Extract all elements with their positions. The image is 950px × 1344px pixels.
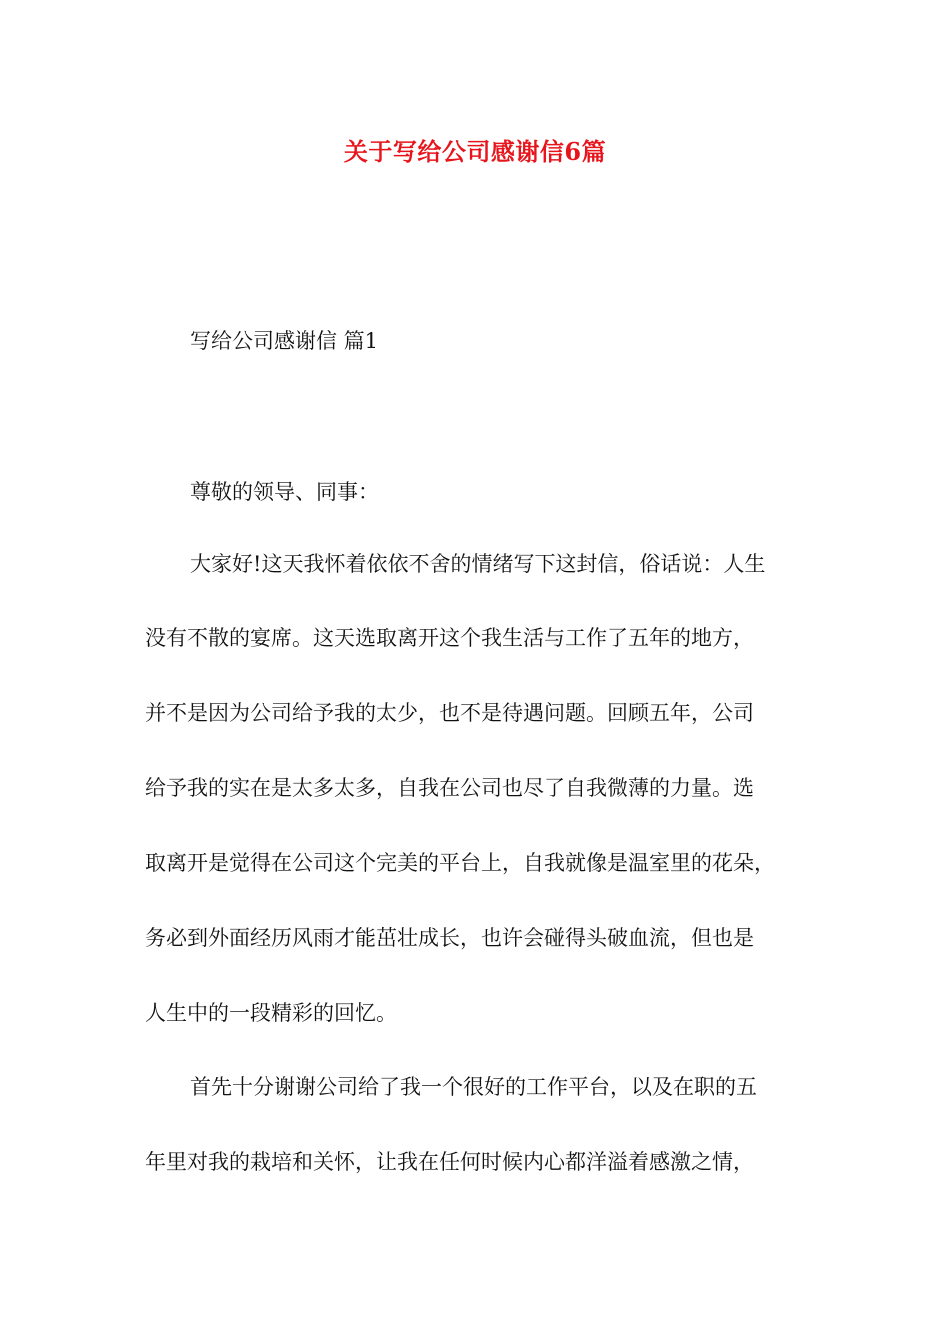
paragraph-line: 给予我的实在是太多太多，自我在公司也尽了自我微薄的力量。选	[145, 776, 754, 800]
paragraph-line: 大家好!这天我怀着依依不舍的情绪写下这封信，俗话说：人生	[190, 552, 766, 576]
paragraph-line: 并不是因为公司给予我的太少，也不是待遇问题。回顾五年，公司	[145, 701, 754, 725]
section-heading: 写给公司感谢信 篇1	[190, 329, 379, 353]
paragraph-line: 务必到外面经历风雨才能茁壮成长，也许会碰得头破血流，但也是	[145, 926, 754, 950]
paragraph-line: 取离开是觉得在公司这个完美的平台上，自我就像是温室里的花朵，	[145, 851, 775, 875]
paragraph-line: 没有不散的宴席。这天选取离开这个我生活与工作了五年的地方，	[145, 626, 754, 650]
salutation-line: 尊敬的领导、同事：	[190, 480, 379, 504]
document-title: 关于写给公司感谢信6篇	[343, 137, 607, 166]
paragraph-line: 人生中的一段精彩的回忆。	[145, 1001, 397, 1025]
paragraph-line: 首先十分谢谢公司给了我一个很好的工作平台，以及在职的五	[190, 1075, 757, 1099]
paragraph-line: 年里对我的栽培和关怀，让我在任何时候内心都洋溢着感激之情，	[145, 1150, 754, 1174]
